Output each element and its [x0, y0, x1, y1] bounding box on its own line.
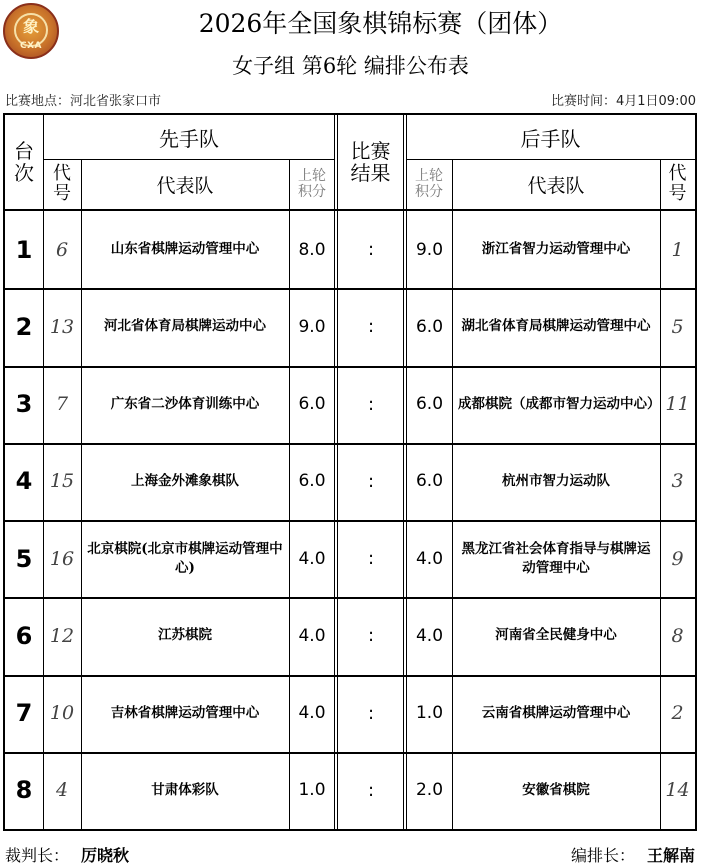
first-team-code: 6 — [55, 238, 69, 261]
second-team-name: 云南省棋牌运动管理中心 — [481, 704, 631, 721]
page-title: 2026年全国象棋锦标赛（团体） — [198, 9, 563, 38]
second-team-prev-score: 6.0 — [415, 394, 444, 415]
first-team-prev-score: 4.0 — [298, 548, 326, 569]
page-subtitle: 女子组 第6轮 编排公布表 — [232, 54, 469, 78]
header-b-code — [660, 159, 695, 209]
first-team-prev-score: 6.0 — [298, 394, 326, 415]
row-divider — [5, 752, 695, 754]
double-rule — [403, 115, 407, 829]
second-team-code: 11 — [665, 393, 690, 416]
first-team-code: 4 — [55, 779, 69, 802]
table-number: 7 — [15, 699, 33, 728]
second-team-name: 湖北省体育局棋牌运动管理中心 — [461, 318, 651, 335]
second-team-prev-score: 1.0 — [415, 703, 444, 724]
first-team-prev-score: 6.0 — [298, 471, 326, 492]
second-team-name: 成都棋院（成都市智力运动中心） — [458, 395, 661, 412]
header-b-team: 代表队 — [527, 174, 585, 197]
rule-line — [452, 159, 453, 829]
header-result — [335, 115, 406, 209]
first-team-prev-score: 4.0 — [298, 625, 326, 646]
second-team-code: 14 — [665, 779, 690, 802]
table-number: 6 — [15, 621, 33, 650]
second-team-name: 安徽省棋院 — [522, 781, 590, 798]
match-result: : — [367, 548, 375, 570]
row-divider — [5, 288, 695, 290]
chess-association-logo-icon: 象 — [22, 17, 39, 36]
arranger-label: 编排长： — [570, 846, 635, 865]
first-team-code: 12 — [49, 624, 75, 647]
rule-line — [81, 159, 82, 829]
venue-text: 比赛地点：河北省张家口市 — [5, 94, 162, 109]
second-team-name: 杭州市智力运动队 — [502, 472, 610, 489]
second-team-code: 5 — [671, 315, 684, 338]
first-team-prev-score: 1.0 — [298, 780, 326, 801]
rule-line — [5, 209, 695, 211]
second-team-prev-score: 6.0 — [415, 471, 444, 492]
rule-line — [289, 159, 290, 829]
first-team-name: 北京棋院(北京市棋牌运动管理中心) — [87, 540, 283, 576]
match-result: : — [367, 625, 375, 647]
second-team-prev-score: 2.0 — [415, 780, 444, 801]
second-team-code: 8 — [671, 624, 684, 647]
row-divider — [5, 443, 695, 445]
table-number: 1 — [15, 235, 33, 264]
first-team-code: 7 — [55, 393, 69, 416]
first-team-code: 16 — [49, 547, 75, 570]
first-team-name: 甘肃体彩队 — [151, 781, 219, 798]
referee-label: 裁判长： — [5, 846, 70, 865]
header-a-score-text: 上轮积分 — [298, 168, 326, 200]
first-team-code: 10 — [49, 702, 75, 725]
header-second-team: 后手队 — [520, 126, 581, 151]
header-table-no-text: 台次 — [14, 139, 34, 185]
first-team-prev-score: 9.0 — [298, 316, 326, 337]
row-divider — [5, 366, 695, 368]
match-result: : — [367, 702, 375, 724]
first-team-prev-score: 4.0 — [298, 703, 326, 724]
second-team-name: 黑龙江省社会体育指导与棋牌运动管理中心 — [461, 540, 651, 576]
header-a-team: 代表队 — [156, 174, 214, 197]
second-team-code: 3 — [671, 470, 684, 493]
table-number: 5 — [15, 544, 33, 573]
first-team-name: 江苏棋院 — [158, 627, 212, 644]
header-a-code — [43, 159, 81, 209]
rule-line — [406, 159, 695, 160]
header-b-code-text: 代号 — [668, 163, 687, 204]
arranger-name: 王解南 — [646, 846, 695, 865]
table-number: 3 — [15, 390, 33, 419]
header-b-score-text: 上轮积分 — [415, 168, 443, 200]
match-result: : — [367, 779, 375, 801]
double-rule — [334, 115, 338, 829]
header-first-team: 先手队 — [159, 126, 219, 151]
first-team-name: 上海金外滩象棋队 — [131, 472, 239, 489]
match-result: : — [367, 316, 375, 338]
first-team-name: 吉林省棋牌运动管理中心 — [110, 704, 260, 721]
arranger-signature — [571, 843, 695, 866]
table-number: 4 — [15, 467, 33, 496]
second-team-code: 2 — [671, 702, 684, 725]
second-team-code: 1 — [671, 238, 684, 261]
header-b-score — [406, 159, 452, 209]
first-team-name: 河北省体育局棋牌运动中心 — [104, 318, 266, 335]
second-team-code: 9 — [671, 547, 684, 570]
second-team-name: 浙江省智力运动管理中心 — [481, 241, 631, 258]
first-team-prev-score: 8.0 — [298, 239, 326, 260]
first-team-name: 山东省棋牌运动管理中心 — [110, 241, 260, 258]
rule-line — [43, 159, 335, 160]
match-result: : — [367, 239, 375, 261]
second-team-prev-score: 9.0 — [415, 239, 444, 260]
rule-line — [660, 159, 661, 829]
second-team-prev-score: 4.0 — [415, 625, 444, 646]
match-result: : — [367, 470, 375, 492]
first-team-name: 广东省二沙体育训练中心 — [110, 395, 260, 412]
row-divider — [5, 597, 695, 599]
first-team-code: 15 — [49, 470, 75, 493]
time-text: 比赛时间：4月1日09:00 — [550, 94, 696, 109]
pairing-grid — [5, 115, 695, 829]
header-result-text: 比赛结果 — [350, 139, 391, 185]
second-team-name: 河南省全民健身中心 — [495, 627, 617, 644]
row-divider — [5, 675, 695, 677]
second-team-prev-score: 6.0 — [415, 316, 444, 337]
table-number: 8 — [15, 776, 33, 805]
table-number: 2 — [15, 312, 33, 341]
row-divider — [5, 520, 695, 522]
referee-signature — [5, 843, 129, 866]
header-table-no — [5, 115, 43, 209]
logo-abbr: CXA — [19, 41, 42, 51]
pairing-table — [3, 113, 697, 831]
second-team-prev-score: 4.0 — [415, 548, 444, 569]
match-result: : — [367, 393, 375, 415]
referee-name: 厉晓秋 — [81, 846, 130, 865]
header-a-code-text: 代号 — [53, 163, 71, 204]
first-team-code: 13 — [49, 315, 75, 338]
header-a-score — [289, 159, 335, 209]
rule-line — [43, 115, 44, 829]
